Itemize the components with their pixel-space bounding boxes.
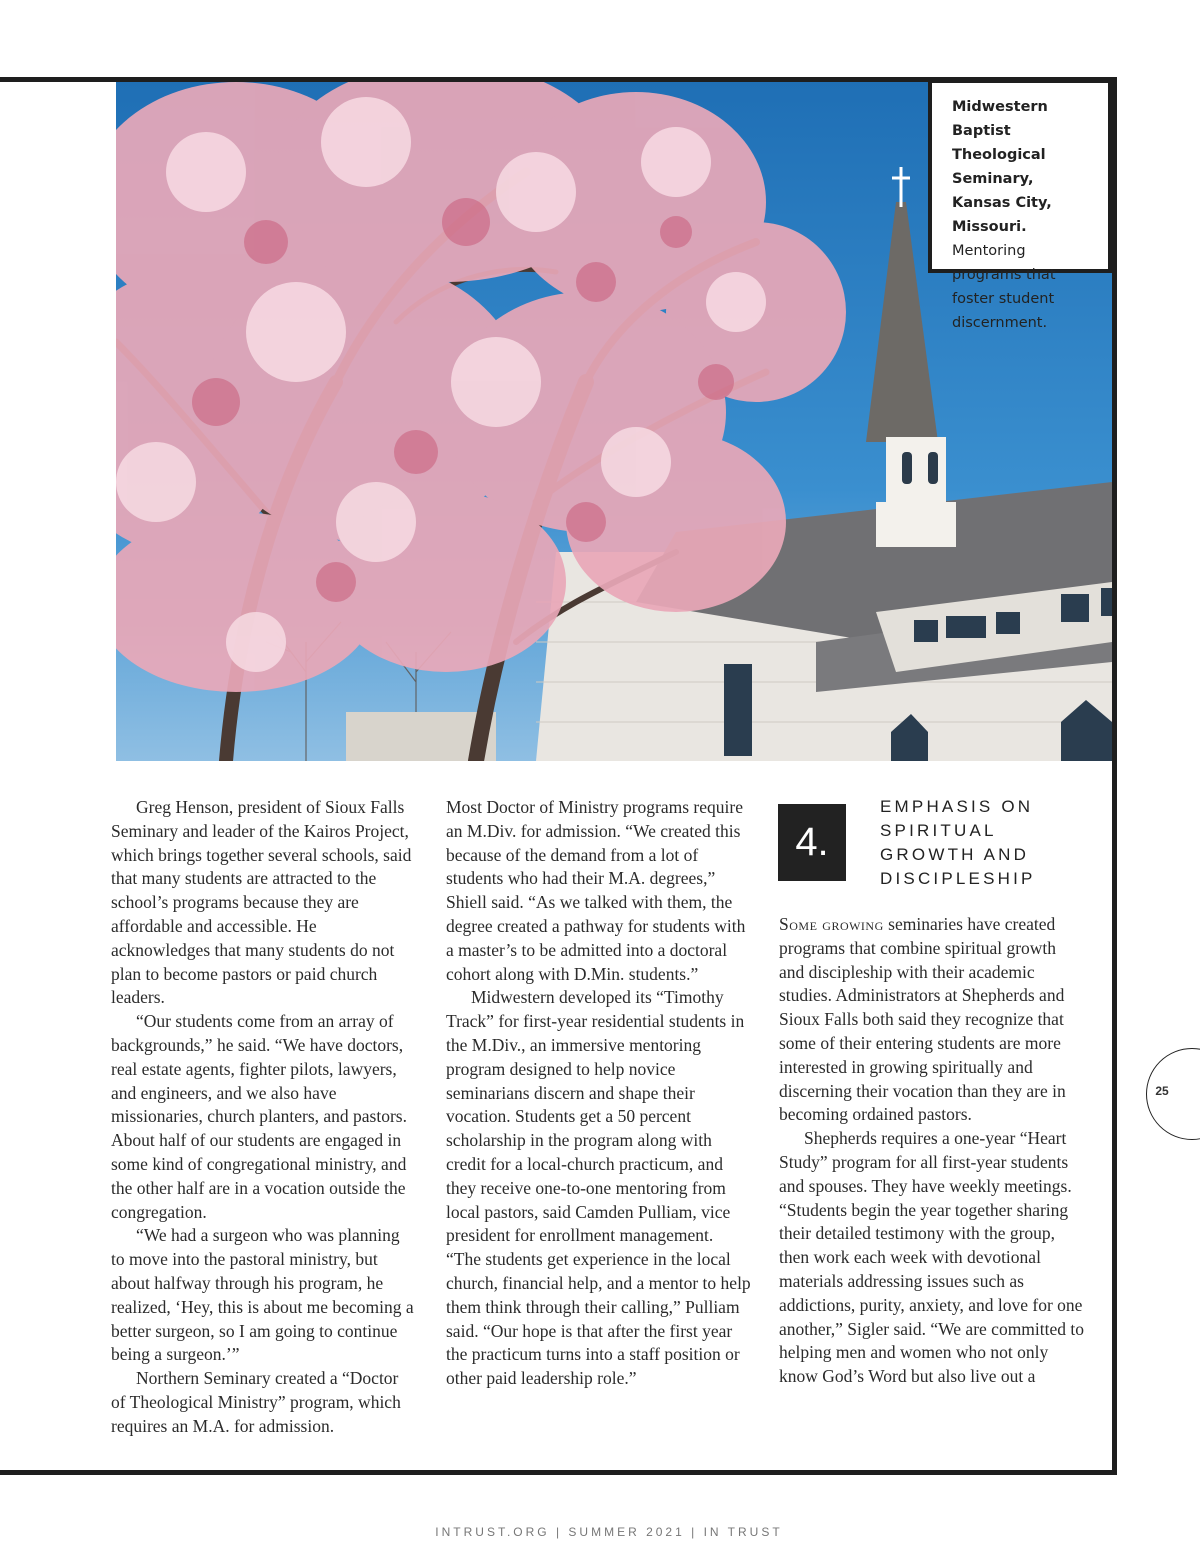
article-column-1 xyxy=(111,796,417,1439)
paragraph: “We had a surgeon who was planning to move into the pastoral ministry, but about halfway through his program, he realized, ‘Hey, this is about me becoming a better surgeon, so I am going to continue being a surgeon.’” xyxy=(111,1225,414,1365)
page-footer: INTRUST.ORG | SUMMER 2021 | IN TRUST xyxy=(435,1525,783,1539)
lead-in-caps: Some growing xyxy=(779,914,884,934)
paragraph: Northern Seminary created a “Doctor of Theological Ministry” program, which requires an M.A. for admission. xyxy=(111,1368,401,1436)
paragraph: Most Doctor of Ministry programs require an M.Div. for admission. “We created this because of the demand from a lot of students who had their M.A. degrees,” Shiell said. “As we talked with them, the degree created a pathway for students with a master’s to be admitted into a doctoral cohort along with D.Min. students.” xyxy=(446,797,746,984)
article-column-2 xyxy=(446,796,751,1391)
section-number-badge: 4. xyxy=(778,804,846,881)
caption-text: Mentoring programs that foster student discernment. xyxy=(952,243,1056,331)
paragraph: “Our students come from an array of backgrounds,” he said. “We have doctors, real estate agents, fighter pilots, lawyers, and engineers, and we also have missionaries, church planters, and pastors. About half of our students are engaged in some kind of congregational ministry, and the other half are in a vocation outside the congregation. xyxy=(111,1011,407,1222)
paragraph: Greg Henson, president of Sioux Falls Seminary and leader of the Kairos Project, which brings together several schools, said that many students are attracted to the school’s programs because they are affordable and accessible. He acknowledges that many students do not plan to become pastors or paid church leaders. xyxy=(111,797,412,1008)
frame-bottom-rule xyxy=(0,1470,1117,1475)
paragraph xyxy=(779,913,1085,1127)
page-number: 25 xyxy=(1155,1084,1169,1098)
section-heading: EMPHASIS ON SPIRITUAL GROWTH AND DISCIPLESHIP xyxy=(880,797,1036,888)
caption-title: Midwestern Baptist Theological Seminary, Kansas City, Missouri. xyxy=(952,99,1052,235)
paragraph: Midwestern developed its “Timothy Track” for first-year residential students in the M.Div., an immersive mentoring program designed to help novice seminarians discern and shape their vocation. Students get a 50 percent scholarship in the program along with credit for a local-church practicum, and they receive one-to-one mentoring from local pastors, said Camden Pulliam, vice president for enrollment management. “The students get experience in the local church, financial help, and a mentor to help them think through their calling,” Pulliam said. “Our hope is that after the first year the practicum turns into a staff position or other paid leadership role.” xyxy=(446,987,751,1389)
paragraph: Shepherds requires a one-year “Heart Study” program for all first-year students and spouses. They have weekly meetings. “Students begin the year together sharing their detailed testimony with the group, then work each week with devotional materials addressing issues such as addictions, purity, anxiety, and love for one another,” Sigler said. “We are committed to helping men and women who not only know God’s Word but also live out a xyxy=(779,1128,1085,1387)
photo-caption xyxy=(928,79,1112,331)
article-column-3 xyxy=(779,913,1085,1389)
frame-right-rule xyxy=(1112,77,1117,1475)
lead-paragraph-text: seminaries have created programs that combine spiritual growth and discipleship with their academic studies. Administrators at Shepherds and Sioux Falls both said they recognize that some of their entering students are more interested in growing spiritually and discerning their vocation than they are in becoming ordained pastors. xyxy=(779,914,1066,1125)
